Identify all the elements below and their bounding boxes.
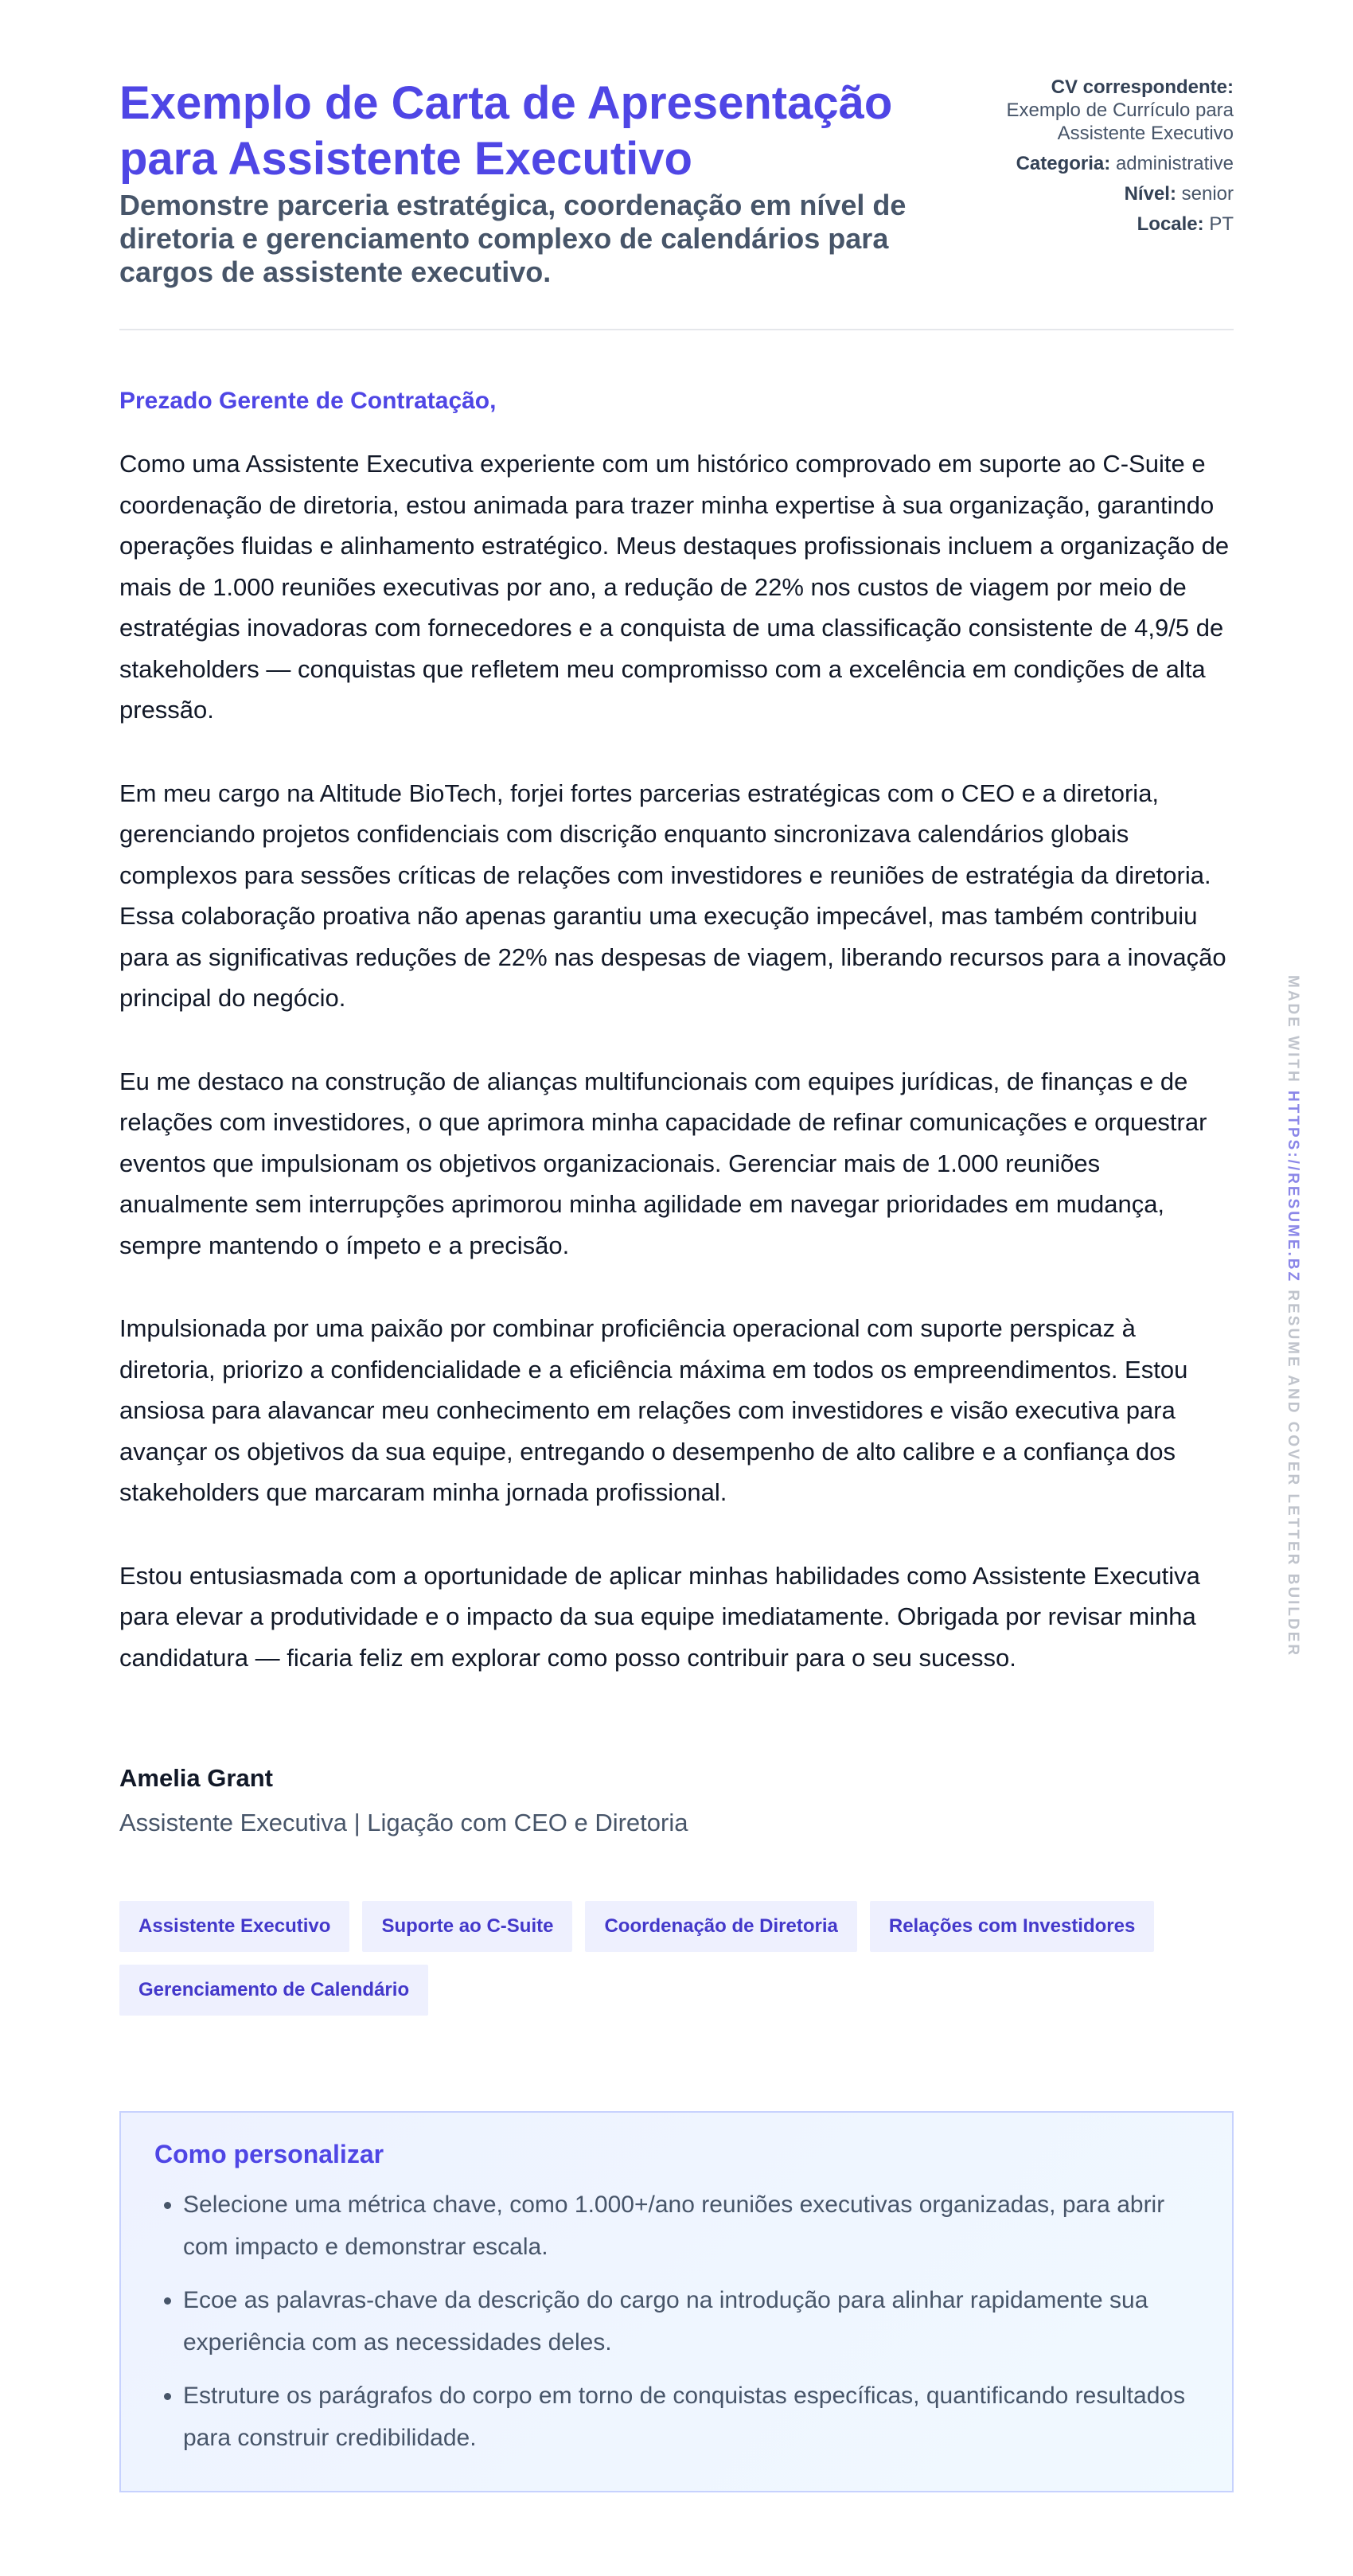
letter-paragraph: Estou entusiasmada com a oportunidade de aplicar minhas habilidades como Assistente Executiva para elevar a produtividade e o impacto da sua equipe imediatamente. Obrigada por revisar minha candidatura — ficaria feliz em explorar como posso contribuir para o seu sucesso. — [119, 1561, 1200, 1672]
meta-locale-label: Locale: — [1137, 213, 1204, 235]
meta-locale — [963, 213, 1234, 236]
cover-letter-page — [119, 76, 1234, 2492]
header — [119, 76, 1234, 289]
meta-level — [963, 182, 1234, 205]
meta-category — [963, 152, 1234, 175]
header-left — [119, 76, 931, 289]
tag: Relações com Investidores — [870, 1901, 1154, 1952]
credit-prefix: MADE WITH — [1285, 975, 1301, 1084]
meta-cv-label: CV correspondente: — [1051, 76, 1234, 98]
page-title: Exemplo de Carta de Apresentação para Assistente Executivo — [119, 77, 893, 185]
tag-list — [119, 1901, 1234, 2016]
header-divider — [119, 329, 1234, 330]
tag: Assistente Executivo — [119, 1901, 349, 1952]
meta-locale-value: PT — [1209, 213, 1234, 235]
credit-link[interactable]: HTTPS://RESUME.BZ — [1285, 1091, 1301, 1284]
meta-category-value: administrative — [1115, 153, 1234, 174]
meta-category-label: Categoria: — [1016, 153, 1111, 174]
signature-role: Assistente Executiva | Ligação com CEO e Diretoria — [119, 1809, 688, 1836]
meta-level-value: senior — [1181, 183, 1234, 205]
letter-paragraph: Em meu cargo na Altitude BioTech, forjei fortes parcerias estratégicas com o CEO e a diretoria, gerenciando projetos confidenciais com discrição enquanto sincronizava calendários globais complexos para sessões críticas de relações com investidores e reuniões de estratégia da diretoria. Essa colaboração proativa não apenas garantiu uma execução impecável, mas também contribuiu para as significativas reduções de 22% nas despesas de viagem, liberando recursos para a inovação principal do negócio. — [119, 779, 1226, 1012]
tip-item: • Selecione uma métrica chave, como 1.000+/ano reuniões executivas organizadas, para abrir com impacto e demonstrar escala. — [183, 2184, 1200, 2268]
signature-name: Amelia Grant — [119, 1764, 273, 1792]
tip-item: • Estruture os parágrafos do corpo em torno de conquistas específicas, quantificando resultados para construir credibilidade. — [183, 2375, 1200, 2459]
tip-item: • Ecoe as palavras-chave da descrição do cargo na introdução para alinhar rapidamente sua experiência com as necessidades deles. — [183, 2279, 1200, 2363]
meta-cv — [963, 76, 1234, 145]
meta-cv-value: Exemplo de Currículo para Assistente Executivo — [1006, 100, 1234, 144]
side-credit — [1284, 975, 1301, 1657]
letter-paragraph: Eu me destaco na construção de alianças multifuncionais com equipes jurídicas, de finanças e de relações com investidores, o que aprimora minha capacidade de refinar comunicações e orquestrar eventos que impulsionam os objetivos organizacionais. Gerenciar mais de 1.000 reuniões anualmente sem interrupções aprimorou minha agilidade em navegar prioridades em mudança, sempre mantendo o ímpeto e a precisão. — [119, 1067, 1207, 1259]
meta-panel — [963, 76, 1234, 243]
credit-suffix: RESUME AND COVER LETTER BUILDER — [1285, 1290, 1301, 1658]
letter-paragraph: Impulsionada por uma paixão por combinar proficiência operacional com suporte perspicaz à diretoria, priorizo a confidencialidade e a eficiência máxima em todos os empreendimentos. Estou ansiosa para alavancar meu conhecimento em relações com investidores e visão executiva para avançar os objetivos da sua equipe, entregando o desempenho de alto calibre e a confiança dos stakeholders que marcaram minha jornada profissional. — [119, 1314, 1188, 1506]
letter-paragraph: Como uma Assistente Executiva experiente com um histórico comprovado em suporte ao C-Suite e coordenação de diretoria, estou animada para trazer minha expertise à sua organização, garantindo operações fluidas e alinhamento estratégico. Meus destaques profissionais incluem a organização de mais de 1.000 reuniões executivas por ano, a redução de 22% nos custos de viagem por meio de estratégias inovadoras com fornecedores e a conquista de uma classificação consistente de 4,9/5 de stakeholders — conquistas que refletem meu compromisso com a excelência em condições de alta pressão. — [119, 450, 1230, 724]
salutation: Prezado Gerente de Contratação, — [119, 388, 497, 414]
tips-title: Como personalizar — [154, 2140, 384, 2168]
tips-list — [154, 2184, 1200, 2459]
tag: Gerenciamento de Calendário — [119, 1965, 428, 2016]
meta-level-label: Nível: — [1124, 183, 1176, 205]
page-subtitle: Demonstre parceria estratégica, coordenação em nível de diretoria e gerenciamento complexo de calendários para cargos de assistente executivo. — [119, 189, 907, 288]
tag: Suporte ao C-Suite — [362, 1901, 572, 1952]
customization-tips-box — [119, 2111, 1234, 2492]
tag: Coordenação de Diretoria — [585, 1901, 856, 1952]
